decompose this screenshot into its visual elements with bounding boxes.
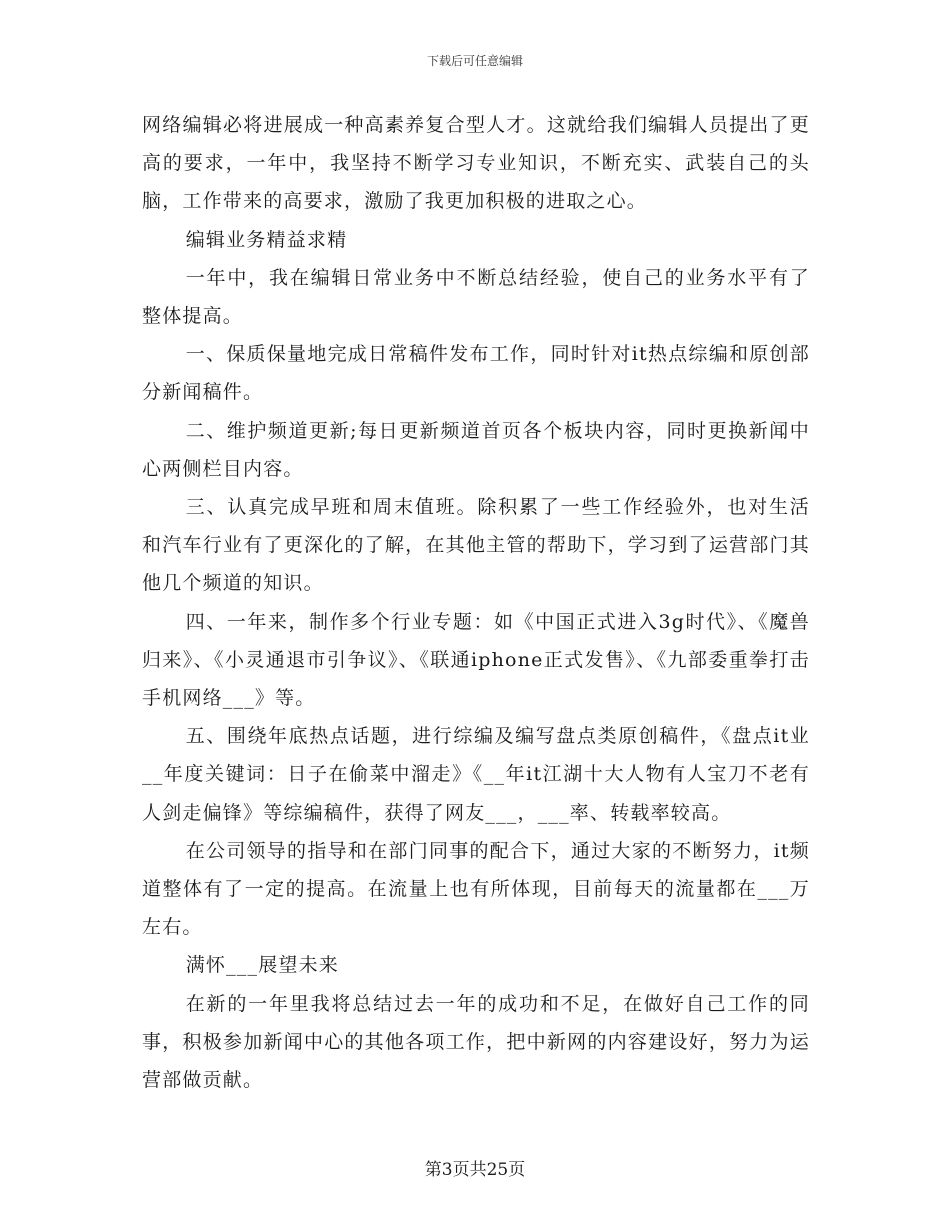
paragraph-intro: 网络编辑必将进展成一种高素养复合型人才。这就给我们编辑人员提出了更高的要求，一年中，我坚持不断学习专业知识，不断充实、武装自己的头脑，工作带来的高要求，激励了我更加积极的进取之心。 bbox=[142, 114, 810, 213]
paragraph-progress: 在公司领导的指导和在部门同事的配合下，通过大家的不断努力，it频道整体有了一定的提高。在流量上也有所体现，目前每天的流量都在___万左右。 bbox=[142, 839, 810, 939]
list-item-3: 三、认真完成早班和周末值班。除积累了一些工作经验外，也对生活和汽车行业有了更深化的了解，在其他主管的帮助下，学习到了运营部门其他几个频道的知识。 bbox=[142, 496, 810, 595]
list-item-4: 四、一年来，制作多个行业专题：如《中国正式进入3g时代》、《魔兽归来》、《小灵通退市引争议》、《联通iphone正式发售》、《九部委重拳打击手机网络___》等。 bbox=[142, 610, 810, 710]
list-item-1: 一、保质保量地完成日常稿件发布工作，同时针对it热点综编和原创部分新闻稿件。 bbox=[142, 343, 810, 404]
page-number: 第3页共25页 bbox=[424, 1160, 526, 1180]
list-item-2: 二、维护频道更新;每日更新频道首页各个板块内容，同时更换新闻中心两侧栏目内容。 bbox=[142, 419, 810, 480]
list-item-5: 五、围绕年底热点话题，进行综编及编写盘点类原创稿件，《盘点it业__年度关键词：日子在偷菜中溜走》《__年it江湖十大人物有人宝刀不老有人剑走偏锋》等综编稿件，获得了网友___，___率、转载率较高。 bbox=[142, 725, 810, 824]
section-heading-future: 满怀___展望未来 bbox=[185, 954, 339, 977]
page-header: 下载后可任意编辑 bbox=[426, 54, 523, 68]
paragraph-summary: 一年中，我在编辑日常业务中不断总结经验，使自己的业务水平有了整体提高。 bbox=[142, 266, 810, 328]
paragraph-outlook: 在新的一年里我将总结过去一年的成功和不足，在做好自己工作的同事，积极参加新闻中心的其他各项工作，把中新网的内容建设好，努力为运营部做贡献。 bbox=[142, 992, 810, 1092]
document-body bbox=[142, 106, 810, 1099]
section-heading-editing: 编辑业务精益求精 bbox=[185, 228, 348, 251]
